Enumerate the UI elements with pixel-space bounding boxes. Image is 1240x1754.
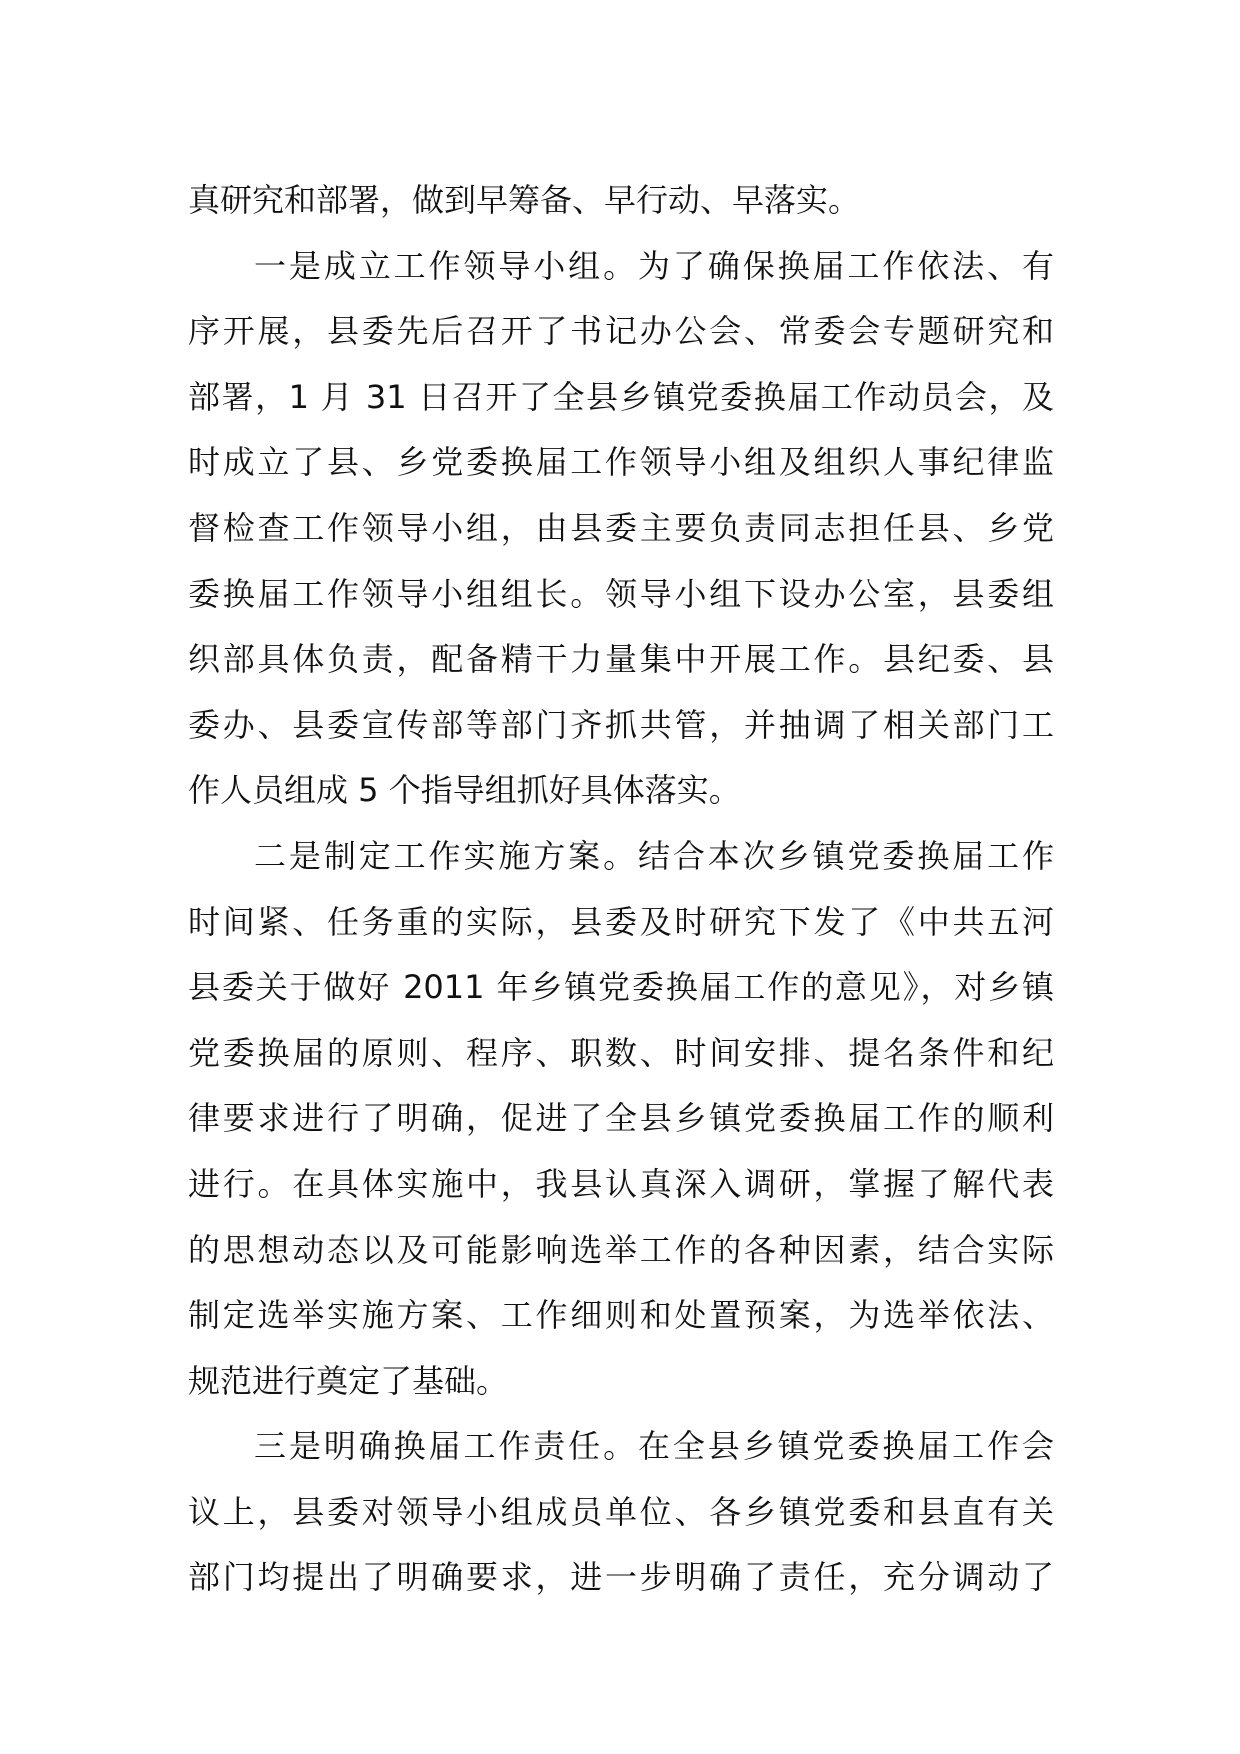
paragraph-line: 党委换届的原则、程序、职数、时间安排、提名条件和纪 [188, 1033, 1054, 1072]
paragraph-line: 进行。在具体实施中，我县认真深入调研，掌握了解代表 [188, 1164, 1054, 1203]
paragraph-line: 织部具体负责，配备精干力量集中开展工作。县纪委、县 [188, 640, 1054, 679]
paragraph-line: 三是明确换届工作责任。在全县乡镇党委换届工作会 [254, 1427, 1054, 1466]
paragraph-line: 一是成立工作领导小组。为了确保换届工作依法、有 [254, 246, 1054, 285]
paragraph-line: 制定选举实施方案、工作细则和处置预案，为选举依法、 [188, 1296, 1054, 1335]
paragraph-line: 二是制定工作实施方案。结合本次乡镇党委换届工作 [254, 836, 1054, 875]
document-body [188, 168, 1054, 1611]
paragraph-line: 序开展，县委先后召开了书记办公会、常委会专题研究和 [188, 312, 1054, 351]
paragraph-line: 部门均提出了明确要求，进一步明确了责任，充分调动了 [188, 1558, 1054, 1597]
paragraph-line: 县委关于做好 2011 年乡镇党委换届工作的意见》，对乡镇 [188, 968, 1054, 1007]
paragraph-line: 作人员组成 5 个指导组抓好具体落实。 [188, 771, 741, 810]
paragraph-line: 议上，县委对领导小组成员单位、各乡镇党委和县直有关 [188, 1492, 1054, 1531]
paragraph-line: 督检查工作领导小组，由县委主要负责同志担任县、乡党 [188, 508, 1054, 547]
paragraph-line: 委换届工作领导小组组长。领导小组下设办公室，县委组 [188, 574, 1054, 613]
paragraph-line: 规范进行奠定了基础。 [188, 1361, 509, 1400]
paragraph-line: 律要求进行了明确，促进了全县乡镇党委换届工作的顺利 [188, 1099, 1054, 1138]
paragraph-line: 部署，1 月 31 日召开了全县乡镇党委换届工作动员会，及 [188, 377, 1054, 416]
paragraph-line: 时成立了县、乡党委换届工作领导小组及组织人事纪律监 [188, 443, 1054, 482]
paragraph-line: 真研究和部署，做到早筹备、早行动、早落实。 [188, 181, 861, 219]
paragraph-line: 的思想动态以及可能影响选举工作的各种因素，结合实际 [188, 1230, 1054, 1269]
paragraph-line: 委办、县委宣传部等部门齐抓共管，并抽调了相关部门工 [188, 705, 1054, 744]
paragraph-line: 时间紧、任务重的实际，县委及时研究下发了《中共五河 [188, 902, 1054, 941]
